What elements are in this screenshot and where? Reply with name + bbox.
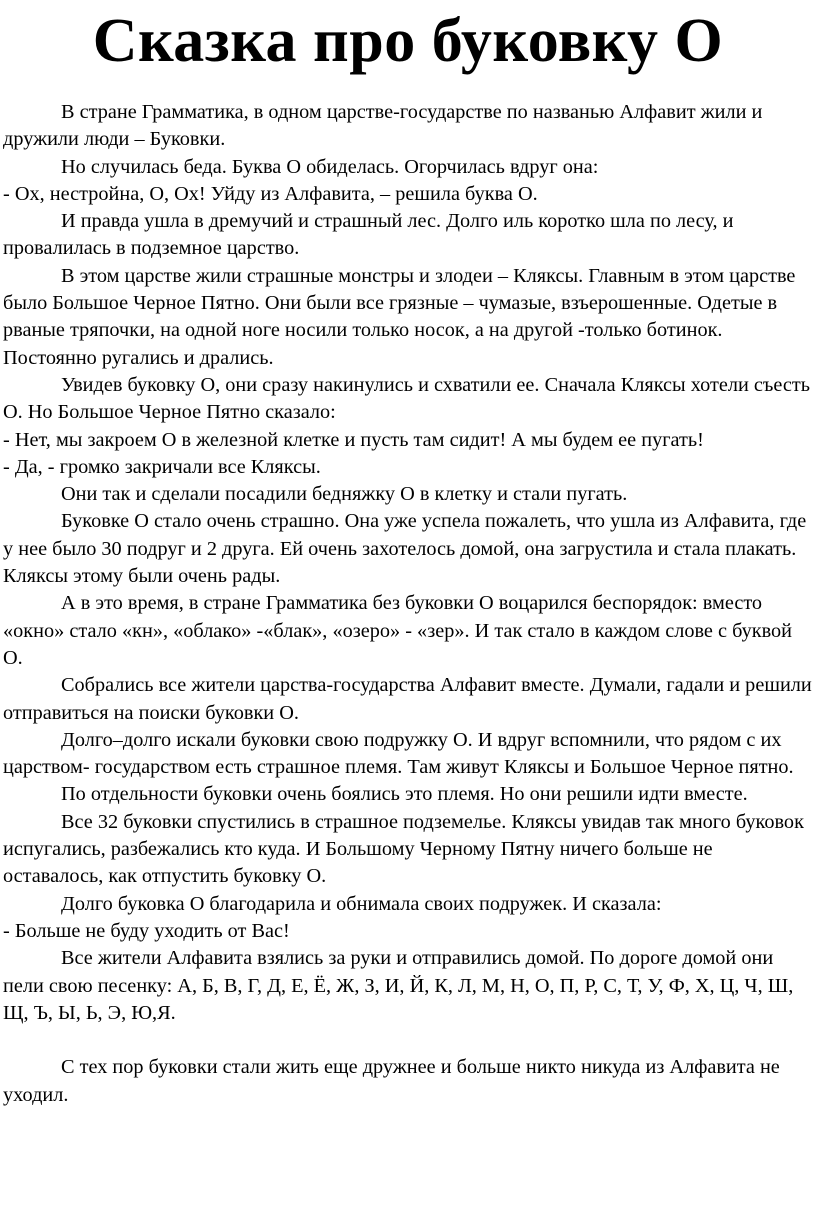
story-paragraph: В стране Грамматика, в одном царстве-государстве по названью Алфавит жили и дружили люди – Буковки. bbox=[3, 101, 763, 151]
story-paragraph: Все жители Алфавита взялись за руки и отправились домой. По дороге домой они пели свою песенку: А, Б, В, Г, Д, Е, Ё, Ж, З, И, Й, К, Л, М, Н, О, П, Р, С, Т, У, Ф, Х, Ц, Ч, Ш, Щ, Ъ, Ы, Ь, Э, Ю,Я. bbox=[3, 947, 794, 1024]
story-paragraph: А в это время, в стране Грамматика без буковки О воцарился беспорядок: вместо «окно» стало «кн», «облако» -«блак», «озеро» - «зер». И так стало в каждом слове с буквой О. bbox=[3, 592, 793, 669]
story-paragraph: - Больше не буду уходить от Вас! bbox=[3, 919, 290, 942]
story-paragraph: Буковке О стало очень страшно. Она уже успела пожалеть, что ушла из Алфавита, где у нее было 30 подруг и 2 друга. Ей очень захотелось домой, она загрустила и стала плакать. Кляксы этому были очень рады. bbox=[3, 510, 807, 588]
page-title: Сказка про буковку О bbox=[92, 7, 724, 75]
blank-line bbox=[3, 1027, 813, 1054]
story-paragraph: И правда ушла в дремучий и страшный лес. Долго иль коротко шла по лесу, и провалилась в подземное царство. bbox=[3, 210, 734, 260]
story-paragraph: В этом царстве жили страшные монстры и злодеи – Кляксы. Главным в этом царстве было Большое Черное Пятно. Они были все грязные – чумазые, взъерошенные. Одетые в рваные тряпочки, на одной ноге носили только носок, а на другой -только ботинок. Постоянно ругались и дрались. bbox=[3, 264, 796, 369]
story-paragraph: По отдельности буковки очень боялись это племя. Но они решили идти вместе. bbox=[61, 783, 748, 806]
story-paragraph: Долго–долго искали буковки свою подружку О. И вдруг вспомнили, что рядом с их царством- государством есть страшное племя. Там живут Кляксы и Большое Черное пятно. bbox=[3, 728, 794, 779]
story-paragraph: Собрались все жители царства-государства Алфавит вместе. Думали, гадали и решили отправиться на поиски буковки О. bbox=[3, 674, 812, 724]
story-paragraph: С тех пор буковки стали жить еще дружнее и больше никто никуда из Алфавита не уходил. bbox=[3, 1056, 780, 1106]
story-paragraph: Увидев буковку О, они сразу накинулись и схватили ее. Сначала Кляксы хотели съесть О. Но Большое Черное Пятно сказало: bbox=[3, 373, 810, 424]
story-paragraph: - Ох, нестройна, О, Ох! Уйду из Алфавита, – решила буква О. bbox=[3, 182, 538, 205]
story-paragraph: - Да, - громко закричали все Кляксы. bbox=[3, 455, 321, 478]
story-body bbox=[3, 99, 813, 1109]
story-paragraph: Все 32 буковки спустились в страшное подземелье. Кляксы увидав так много буковок испугались, разбежались кто куда. И Большому Черному Пятну ничего больше не оставалось, как отпустить буковку О. bbox=[3, 810, 804, 888]
story-paragraph: - Нет, мы закроем О в железной клетке и пусть там сидит! А мы будем ее пугать! bbox=[3, 428, 704, 451]
story-paragraph: Долго буковка О благодарила и обнимала своих подружек. И сказала: bbox=[61, 892, 662, 915]
story-paragraph: Они так и сделали посадили бедняжку О в клетку и стали пугать. bbox=[61, 483, 628, 506]
story-paragraph: Но случилась беда. Буква О обиделась. Огорчилась вдруг она: bbox=[61, 155, 599, 178]
